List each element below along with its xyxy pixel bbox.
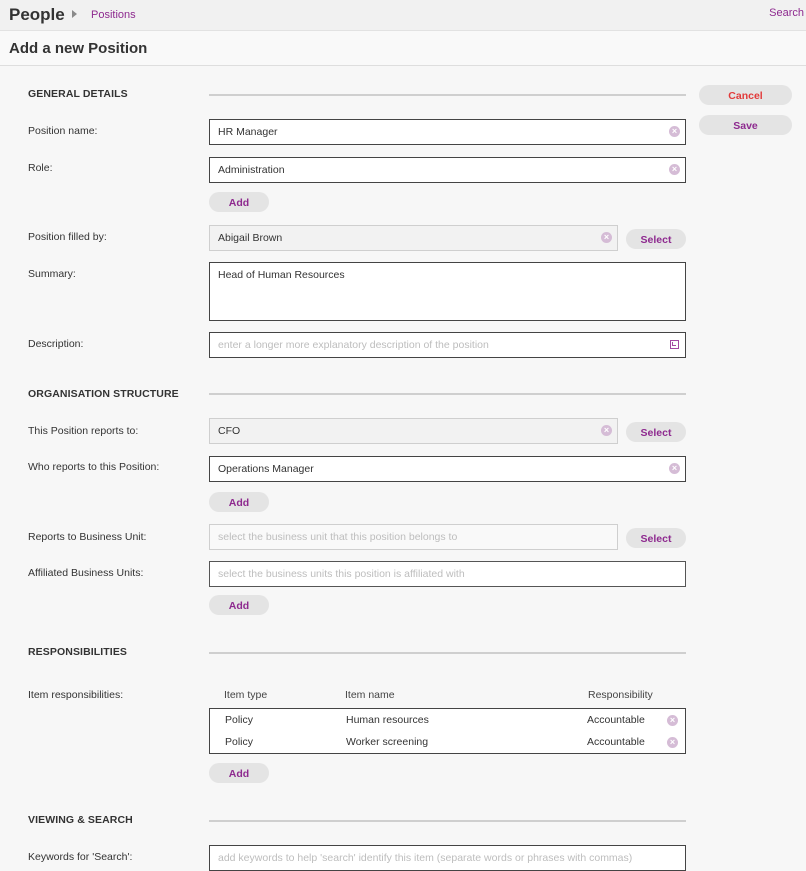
description-input[interactable] xyxy=(209,332,686,358)
role-input[interactable] xyxy=(209,157,686,183)
cell-item-name: Human resources xyxy=(346,714,429,726)
search-link[interactable]: Search xyxy=(769,7,804,19)
clear-icon[interactable]: × xyxy=(601,425,612,436)
cell-responsibility: Accountable xyxy=(587,714,645,726)
select-filled-by-button[interactable]: Select xyxy=(626,229,686,249)
expand-icon[interactable] xyxy=(670,340,679,349)
cell-item-name: Worker screening xyxy=(346,736,429,748)
filled-by-label: Position filled by: xyxy=(28,231,107,243)
affiliated-placeholder: select the business units this position is affiliated with xyxy=(218,568,465,580)
summary-value: Head of Human Resources xyxy=(218,269,345,281)
add-affiliated-button[interactable]: Add xyxy=(209,595,269,615)
app-title: People xyxy=(9,5,65,24)
section-divider xyxy=(209,393,686,395)
section-responsibilities: RESPONSIBILITIES xyxy=(28,646,128,658)
section-divider xyxy=(209,820,686,822)
clear-icon[interactable]: × xyxy=(669,463,680,474)
reports-to-label: This Position reports to: xyxy=(28,425,139,437)
keywords-input[interactable] xyxy=(209,845,686,871)
clear-icon[interactable]: × xyxy=(667,737,678,748)
top-bar xyxy=(0,0,806,31)
clear-icon[interactable]: × xyxy=(667,715,678,726)
add-role-button[interactable]: Add xyxy=(209,192,269,212)
description-label: Description: xyxy=(28,338,84,350)
who-reports-input[interactable] xyxy=(209,456,686,482)
clear-icon[interactable]: × xyxy=(669,126,680,137)
chevron-right-icon xyxy=(72,10,77,18)
business-unit-placeholder: select the business unit that this position belongs to xyxy=(218,531,458,543)
add-responsibility-button[interactable]: Add xyxy=(209,763,269,783)
column-header-responsibility: Responsibility xyxy=(588,689,653,701)
column-header-item-type: Item type xyxy=(224,689,268,701)
keywords-placeholder: add keywords to help 'search' identify this item (separate words or phrases with commas) xyxy=(218,852,633,864)
clear-icon[interactable]: × xyxy=(669,164,680,175)
role-label: Role: xyxy=(28,162,53,174)
cell-item-type: Policy xyxy=(225,714,254,726)
section-divider xyxy=(209,652,686,654)
filled-by-value: Abigail Brown xyxy=(218,232,283,244)
description-placeholder: enter a longer more explanatory description of the position xyxy=(218,339,489,351)
column-header-item-name: Item name xyxy=(345,689,395,701)
affiliated-input[interactable] xyxy=(209,561,686,587)
position-name-input[interactable] xyxy=(209,119,686,145)
summary-textarea[interactable] xyxy=(209,262,686,321)
section-organisation-structure: ORGANISATION STRUCTURE xyxy=(28,388,179,400)
business-unit-input[interactable] xyxy=(209,524,618,550)
add-who-reports-button[interactable]: Add xyxy=(209,492,269,512)
keywords-label: Keywords for 'Search': xyxy=(28,851,133,863)
summary-label: Summary: xyxy=(28,268,76,280)
section-divider xyxy=(209,94,686,96)
role-value: Administration xyxy=(218,164,285,176)
position-name-label: Position name: xyxy=(28,125,98,137)
reports-to-input[interactable] xyxy=(209,418,618,444)
who-reports-value: Operations Manager xyxy=(218,463,314,475)
select-reports-to-button[interactable]: Select xyxy=(626,422,686,442)
table-row[interactable] xyxy=(210,710,685,732)
filled-by-input[interactable] xyxy=(209,225,618,251)
save-button[interactable]: Save xyxy=(699,115,792,135)
position-name-value: HR Manager xyxy=(218,126,278,138)
section-viewing-search: VIEWING & SEARCH xyxy=(28,814,133,826)
cell-item-type: Policy xyxy=(225,736,254,748)
affiliated-label: Affiliated Business Units: xyxy=(28,567,144,579)
who-reports-label: Who reports to this Position: xyxy=(28,461,160,473)
select-business-unit-button[interactable]: Select xyxy=(626,528,686,548)
table-row[interactable] xyxy=(210,732,685,754)
section-general-details: GENERAL DETAILS xyxy=(28,88,128,100)
breadcrumb-positions[interactable]: Positions xyxy=(91,9,136,21)
item-responsibilities-label: Item responsibilities: xyxy=(28,689,124,701)
page-header xyxy=(0,31,806,66)
cancel-button[interactable]: Cancel xyxy=(699,85,792,105)
page-title: Add a new Position xyxy=(9,40,148,57)
business-unit-label: Reports to Business Unit: xyxy=(28,531,147,543)
responsibilities-table xyxy=(209,708,686,754)
reports-to-value: CFO xyxy=(218,425,241,437)
cell-responsibility: Accountable xyxy=(587,736,645,748)
clear-icon[interactable]: × xyxy=(601,232,612,243)
